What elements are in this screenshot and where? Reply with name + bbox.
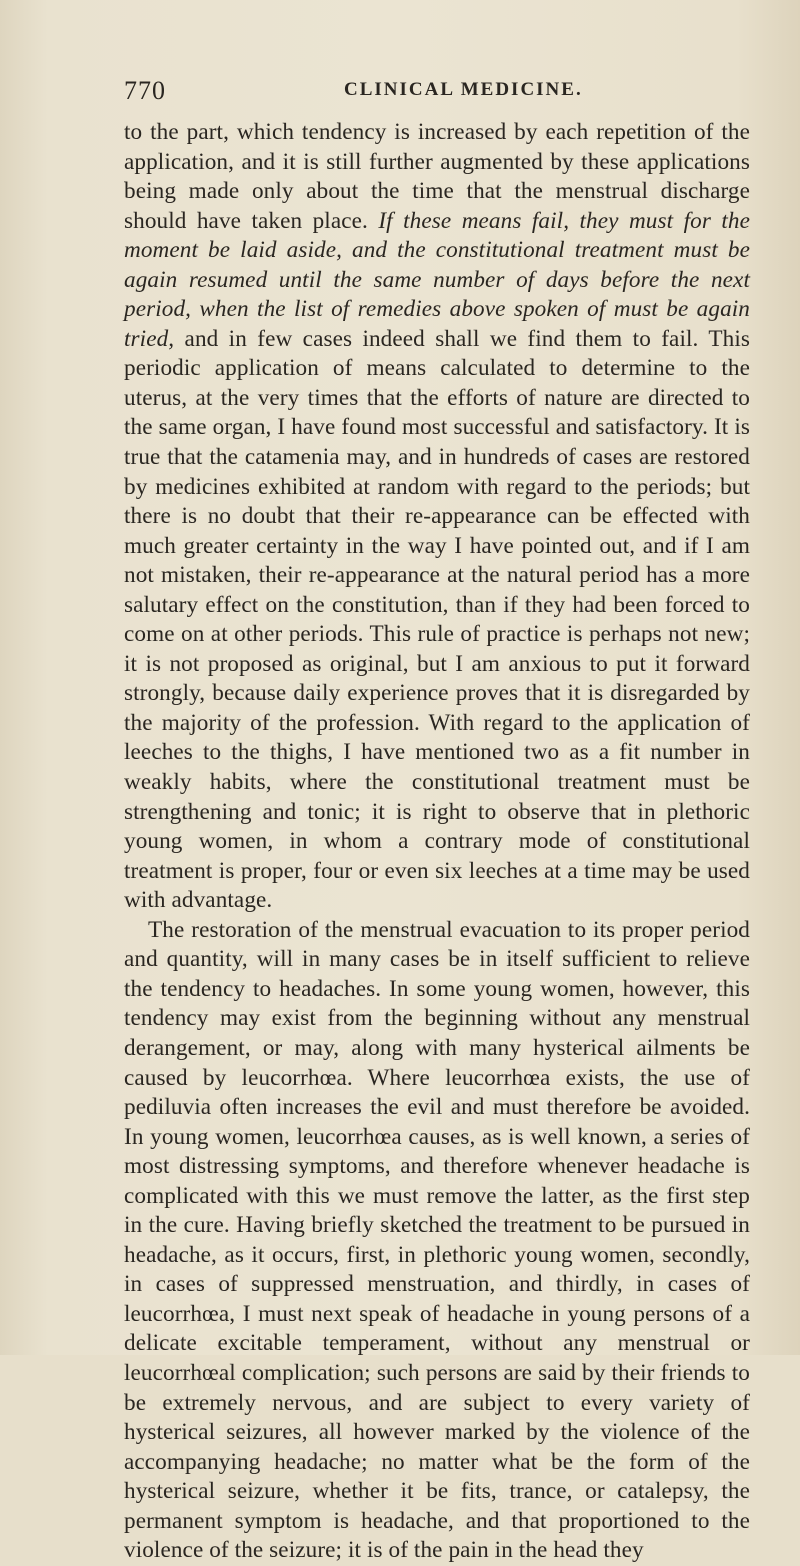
paragraph-1-italic-text: If these means fail, they must for the moment be laid aside, and the constitutional treatment must be again resumed until the same number of days before the next period, when the list of remedies above spoken of must be again tried,	[124, 207, 750, 352]
paragraph-1-text-b: and in few cases indeed shall we find them to fail. This periodic application of means calculated to determine to the uterus, at the very times that the efforts of nature are directed to the same organ, I have found most successful and satisfactory. It is true that the catamenia may, and in hundreds of cases are restored by medicines exhibited at random with regard to the periods; but there is no doubt that their re-appearance can be effected with much greater certainty in the way I have pointed out, and if I am not mistaken, their re-appearance at the natural period has a more salutary effect on the constitution, than if they had been forced to come on at other periods. This rule of practice is perhaps not new; it is not proposed as original, but I am anxious to put it forward strongly, because daily experience proves that it is disregarded by the majority of the profession. With regard to the application of leeches to the thighs, I have mentioned two as a fit number in weakly habits, where the constitutional treatment must be strengthening and tonic; it is right to observe that in plethoric young women, in whom a contrary mode of constitutional treatment is proper, four or even six leeches at a time may be used with advantage.	[124, 325, 750, 914]
paragraph-2	[124, 916, 750, 1566]
body-text	[124, 118, 750, 1566]
paragraph-1-text-a: to the part, which tendency is increased by each repetition of the application, and it is still further augmented by these applications being made only about the time that the menstrual discharge should have taken place.	[124, 119, 750, 234]
page-header	[124, 76, 724, 106]
paragraph-1	[124, 118, 750, 916]
paragraph-2-text: The restoration of the menstrual evacuation to its proper period and quantity, will in many cases be in itself sufficient to relieve the tendency to headaches. In some young women, however, this tendency may exist from the beginning without any menstrual derangement, or may, along with many hysterical ailments be caused by leucorrhœa. Where leucorrhœa exists, the use of pediluvia often increases the evil and must therefore be avoided. In young women, leucorrhœa causes, as is well known, a series of most distressing symptoms, and therefore whenever headache is complicated with this we must remove the latter, as the first step in the cure. Having briefly sketched the treatment to be pursued in headache, as it occurs, first, in plethoric young women, secondly, in cases of suppressed menstruation, and thirdly, in cases of leucorrhœa, I must next speak of headache in young persons of a delicate excitable temperament, without any menstrual or leucorrhœal complication; such persons are said by their friends to be extremely nervous, and are subject to every variety of hysterical seizures, all however marked by the violence of the accompanying headache; no matter what be the form of the hysterical seizure, whether it be fits, trance, or catalepsy, the permanent symptom is headache, and that proportioned to the violence of the seizure; it is of the pain in the head they	[124, 916, 750, 1564]
page-number: 770	[124, 76, 166, 105]
running-head: CLINICAL MEDICINE.	[344, 79, 583, 100]
